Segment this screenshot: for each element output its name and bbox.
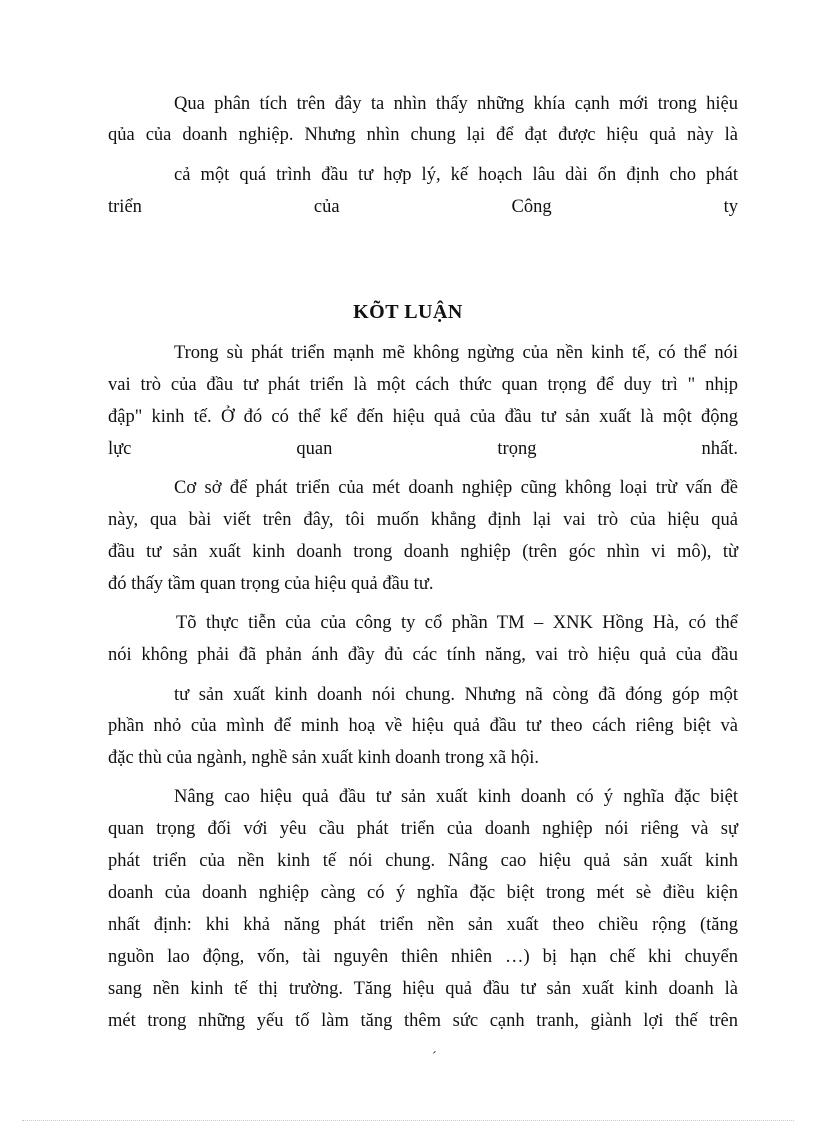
p1-line-2: vai trò của đầu tư phát triển là một cách thức quan trọng để duy trì " nhịp [108,375,738,395]
p4-line-1: Nâng cao hiệu quả đầu tư sản xuất kinh doanh có ý nghĩa đặc biệt [174,787,738,807]
p1-line-1: Trong sù phát triển mạnh mẽ không ngừng của nền kinh tế, có thể nói [174,343,738,363]
p2-line-2: này, qua bài viết trên đây, tôi muốn khẳng định lại vai trò của hiệu quả [108,510,738,530]
intro-line-4: triển của Công ty [108,197,738,217]
p3-line-4: phần nhỏ của mình để minh hoạ về hiệu quả đầu tư theo cách riêng biệt và [108,716,738,736]
p2-line-1: Cơ sở để phát triển của mét doanh nghiệp cũng không loại trừ vấn đề [174,478,738,498]
p4-line-8: mét trong những yếu tố làm tăng thêm sức cạnh tranh, giành lợi thế trên [108,1011,738,1031]
p3-line-3: tư sản xuất kinh doanh nói chung. Nhưng nã còng đã đóng góp một [174,685,738,705]
p3-line-2: nói không phải đã phản ánh đầy đủ các tính năng, vai trò hiệu quả của đầu [108,645,738,665]
p1-line-4: lực quan trọng nhất. [108,439,738,459]
p4-line-7: sang nền kinh tế thị trường. Tăng hiệu quả đầu tư sản xuất kinh doanh là [108,979,738,999]
page-number-mark: ´ [432,1050,437,1065]
p3-line-5: đặc thù của ngành, nghề sản xuất kinh doanh trong xã hội. [108,748,540,768]
p2-line-4: đó thấy tầm quan trọng của hiệu quả đầu tư. [108,574,434,594]
intro-line-1: Qua phân tích trên đây ta nhìn thấy những khía cạnh mới trong hiệu [174,94,738,114]
section-heading: KÕT LUẬN [353,301,463,323]
intro-line-3: cả một quá trình đầu tư hợp lý, kế hoạch lâu dài ổn định cho phát [174,165,738,185]
intro-line-2: qủa của doanh nghiệp. Nhưng nhìn chung lại để đạt được hiệu quả này là [108,125,738,145]
p4-line-2: quan trọng đối với yêu cầu phát triển của doanh nghiệp nói riêng và sự [108,819,738,839]
p3-line-1: Tõ thực tiễn của của công ty cổ phần TM – XNK Hồng Hà, có thể [176,613,738,633]
p4-line-6: nguồn lao động, vốn, tài nguyên thiên nhiên …) bị hạn chế khi chuyển [108,947,738,967]
p4-line-3: phát triển của nền kinh tế nói chung. Nâng cao hiệu quả sản xuất kinh [108,851,738,871]
p4-line-5: nhất định: khi khả năng phát triển nền sản xuất theo chiều rộng (tăng [108,915,738,935]
p4-line-4: doanh của doanh nghiệp càng có ý nghĩa đặc biệt trong mét sè điều kiện [108,883,738,903]
p1-line-3: đập" kinh tế. Ở đó có thể kể đến hiệu quả của đầu tư sản xuất là một động [108,407,738,427]
footer-divider [22,1120,794,1121]
p2-line-3: đầu tư sản xuất kinh doanh trong doanh nghiệp (trên góc nhìn vi mô), từ [108,542,738,562]
